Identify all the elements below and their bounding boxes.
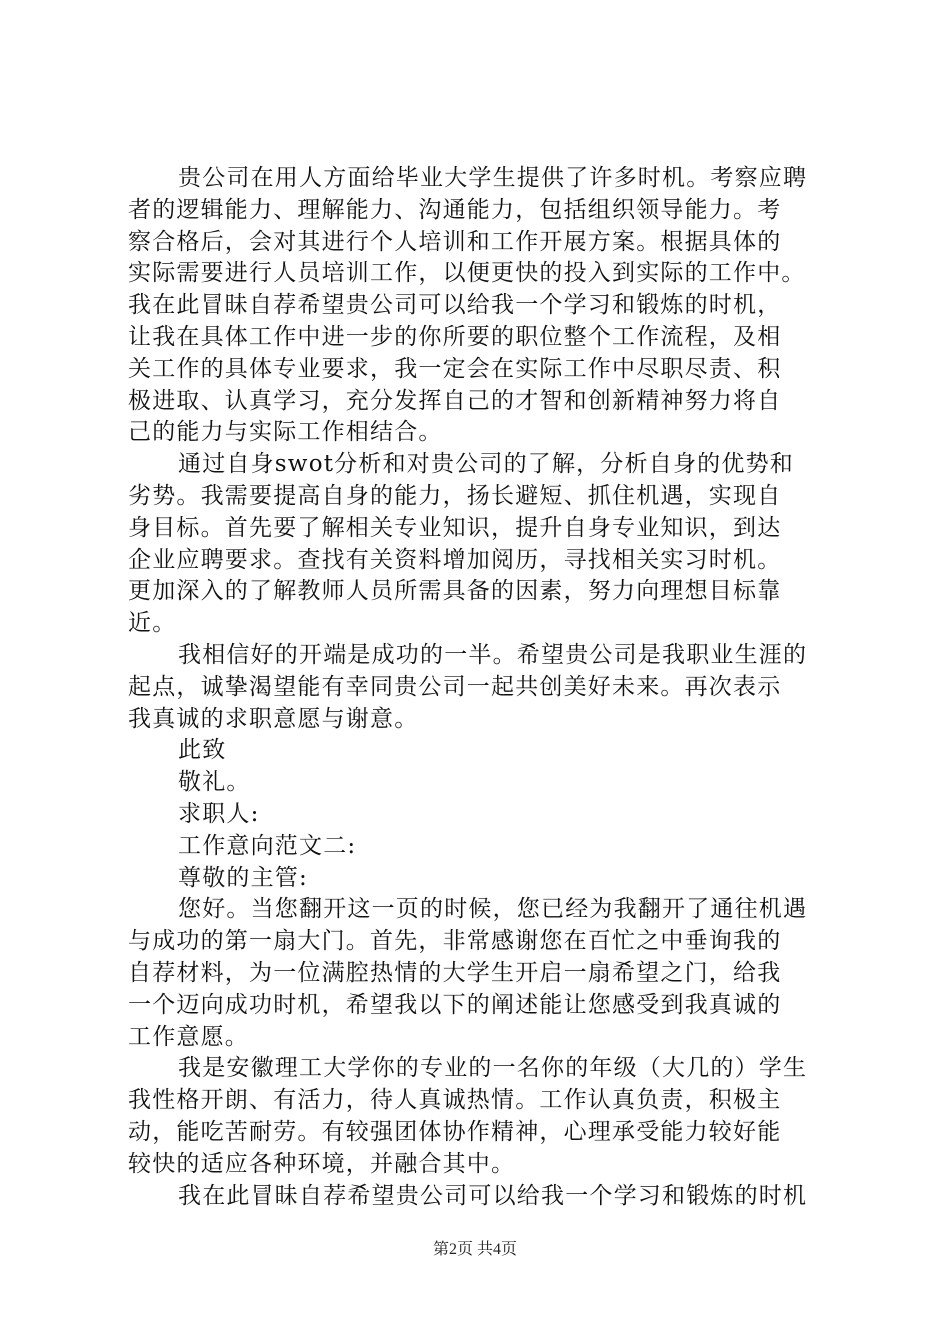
text-line: 我真诚的求职意愿与谢意。	[128, 705, 419, 732]
text-line: 者的逻辑能力、理解能力、沟通能力，包括组织领导能力。考	[128, 196, 782, 223]
text-line: 起点，诚挚渴望能有幸同贵公司一起共创美好未来。再次表示	[128, 673, 782, 700]
text-line: 我在此冒昧自荐希望贵公司可以给我一个学习和锻炼的时机，	[128, 292, 782, 319]
text-line: 与成功的第一扇大门。首先，非常感谢您在百忙之中垂询我的	[128, 928, 782, 955]
text-line: 工作意向范文二:	[178, 832, 357, 859]
text-line: 极进取、认真学习，充分发挥自己的才智和创新精神努力将自	[128, 387, 782, 414]
text-line: 企业应聘要求。查找有关资料增加阅历，寻找相关实习时机。	[128, 546, 782, 573]
text-line: 较快的适应各种环境，并融合其中。	[128, 1150, 516, 1177]
text-line: 求职人:	[178, 800, 260, 827]
text-line: 己的能力与实际工作相结合。	[128, 419, 443, 446]
document-body	[128, 163, 840, 1212]
text-line: 身目标。首先要了解相关专业知识，提升自身专业知识，到达	[128, 514, 782, 541]
text-line: 关工作的具体专业要求，我一定会在实际工作中尽职尽责、积	[128, 355, 782, 382]
text-line: 工作意愿。	[128, 1023, 249, 1050]
page-number-footer: 第2页 共4页	[432, 1241, 517, 1258]
text-line: 自荐材料，为一位满腔热情的大学生开启一扇希望之门，给我	[128, 959, 782, 986]
text-line: 近。	[128, 610, 177, 637]
text-line: 更加深入的了解教师人员所需具备的因素，努力向理想目标靠	[128, 578, 782, 605]
text-line: 我是安徽理工大学你的专业的一名你的年级（大几的）学生	[178, 1055, 808, 1082]
text-line: 此致	[178, 737, 227, 764]
text-line: 察合格后，会对其进行个人培训和工作开展方案。根据具体的	[128, 228, 782, 255]
text-line: 动，能吃苦耐劳。有较强团体协作精神，心理承受能力较好能	[128, 1118, 782, 1145]
text-line: 敬礼。	[178, 769, 251, 796]
text-line: 劣势。我需要提高自身的能力，扬长避短、抓住机遇，实现自	[128, 482, 782, 509]
text-line: 一个迈向成功时机，希望我以下的阐述能让您感受到我真诚的	[128, 991, 782, 1018]
text-line: 通过自身swot分析和对贵公司的了解，分析自身的优势和	[178, 451, 794, 478]
text-line: 我相信好的开端是成功的一半。希望贵公司是我职业生涯的	[178, 641, 808, 668]
text-line: 尊敬的主管:	[178, 864, 308, 891]
text-line: 实际需要进行人员培训工作，以便更快的投入到实际的工作中。	[128, 260, 806, 287]
text-line: 我性格开朗、有活力，待人真诚热情。工作认真负责，积极主	[128, 1087, 782, 1114]
text-line: 贵公司在用人方面给毕业大学生提供了许多时机。考察应聘	[178, 165, 808, 191]
text-line: 让我在具体工作中进一步的你所要的职位整个工作流程，及相	[128, 323, 782, 350]
text-line: 您好。当您翻开这一页的时候，您已经为我翻开了通往机遇	[178, 896, 808, 923]
text-line: 我在此冒昧自荐希望贵公司可以给我一个学习和锻炼的时机	[178, 1182, 808, 1209]
